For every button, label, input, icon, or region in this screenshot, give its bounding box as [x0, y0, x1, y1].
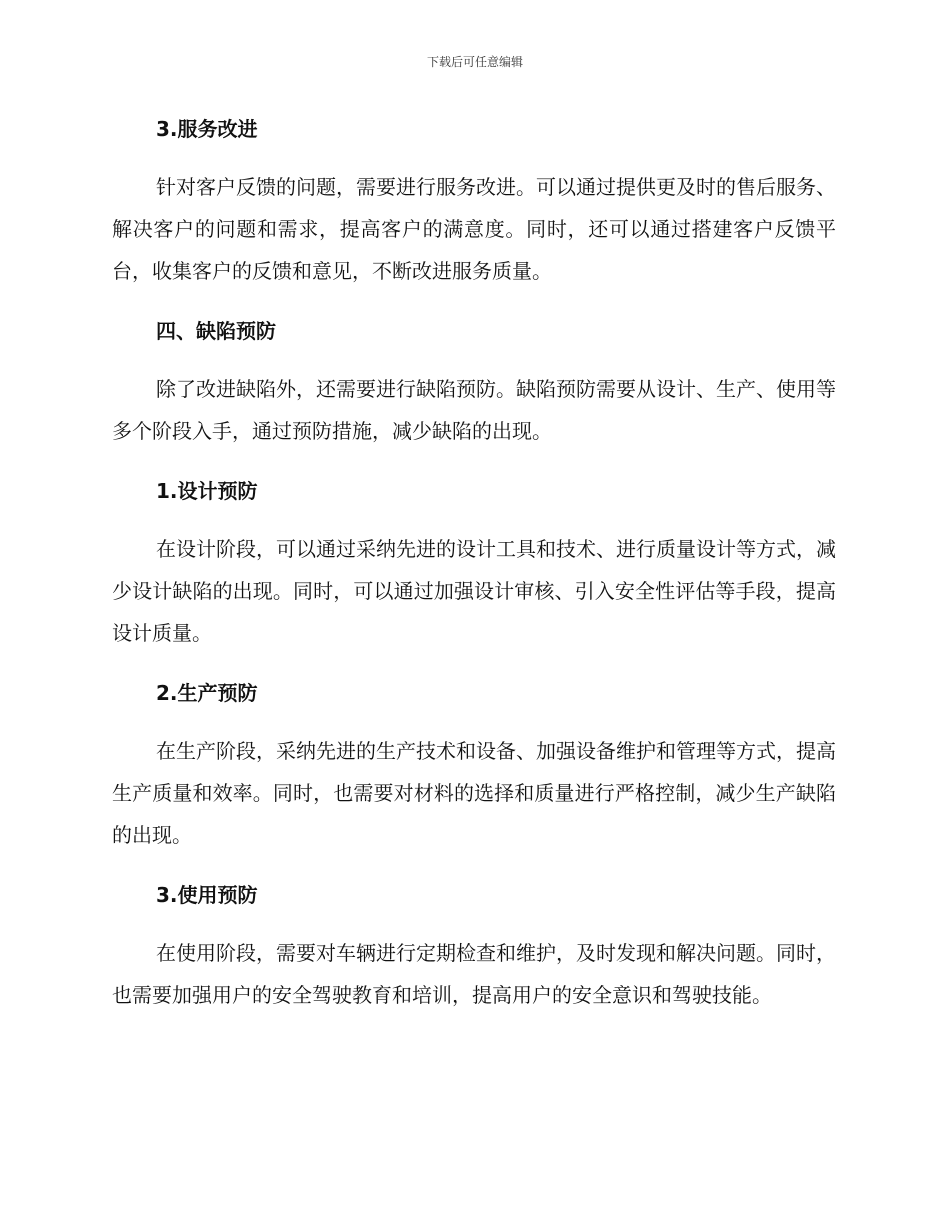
section-heading-design-prevention: 1.设计预防 [156, 479, 258, 503]
section-paragraph-defect-prevention: 除了改进缺陷外，还需要进行缺陷预防。缺陷预防需要从设计、生产、使用等多个阶段入手，通过预防措施，减少缺陷的出现。 [112, 377, 836, 443]
section-heading-production-prevention: 2.生产预防 [156, 681, 258, 705]
section-heading-usage-prevention: 3.使用预防 [156, 883, 258, 907]
section-paragraph-production-prevention: 在生产阶段，采纳先进的生产技术和设备、加强设备维护和管理等方式，提高生产质量和效率。同时，也需要对材料的选择和质量进行严格控制，减少生产缺陷的出现。 [112, 739, 836, 847]
section-heading-service-improvement: 3.服务改进 [156, 117, 258, 141]
document-body [112, 108, 836, 1016]
page-header-note: 下载后可任意编辑 [426, 55, 523, 69]
section-paragraph-usage-prevention: 在使用阶段，需要对车辆进行定期检查和维护，及时发现和解决问题。同时，也需要加强用户的安全驾驶教育和培训，提高用户的安全意识和驾驶技能。 [112, 941, 836, 1007]
section-paragraph-design-prevention: 在设计阶段，可以通过采纳先进的设计工具和技术、进行质量设计等方式，减少设计缺陷的出现。同时，可以通过加强设计审核、引入安全性评估等手段，提高设计质量。 [112, 537, 836, 645]
section-paragraph-service-improvement: 针对客户反馈的问题，需要进行服务改进。可以通过提供更及时的售后服务、解决客户的问题和需求，提高客户的满意度。同时，还可以通过搭建客户反馈平台，收集客户的反馈和意见，不断改进服务质量。 [112, 175, 836, 283]
section-heading-defect-prevention: 四、缺陷预防 [156, 319, 276, 343]
